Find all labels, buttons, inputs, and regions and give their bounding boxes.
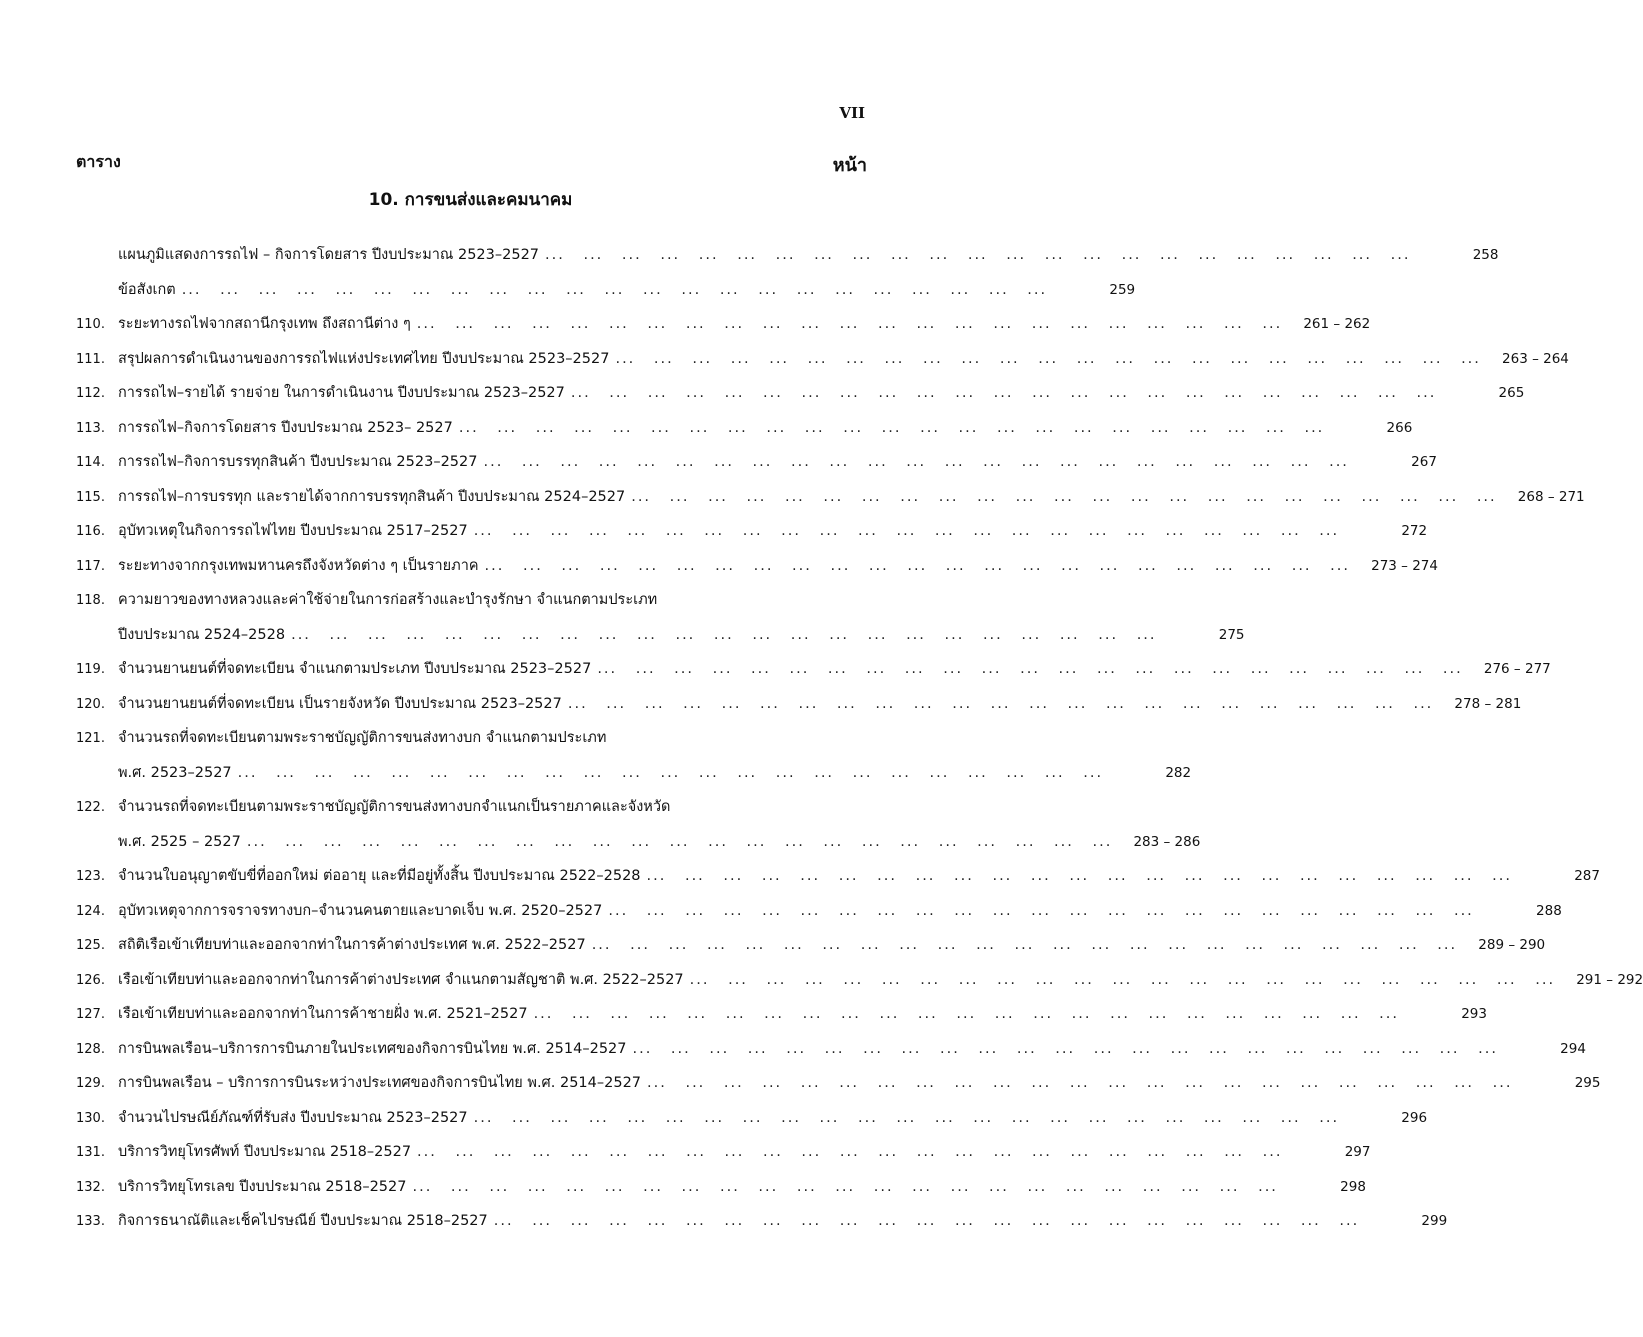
entry-page: 273 – 274 xyxy=(1371,557,1438,574)
entry-number: 123. xyxy=(76,869,105,884)
entry-page: 294 xyxy=(1560,1040,1586,1057)
entry-title: เรือเข้าเทียบท่าและออกจากท่าในการค้าชายฝั่ง พ.ศ. 2521–2527 xyxy=(118,1006,528,1022)
toc-entry xyxy=(76,894,1562,929)
entry-number: 127. xyxy=(76,1007,105,1022)
entry-title: การบินพลเรือน–บริการการบินภายในประเทศของกิจการบินไทย พ.ศ. 2514–2527 xyxy=(118,1040,627,1057)
leader-dots xyxy=(182,273,1047,308)
toc-entry xyxy=(76,997,1487,1032)
entry-title: การรถไฟ–กิจการบรรทุกสินค้า ปีงบประมาณ 2523–2527 xyxy=(118,454,478,470)
toc-entry xyxy=(76,1032,1586,1067)
entry-number: 119. xyxy=(76,662,105,677)
entry-page: 289 – 290 xyxy=(1478,937,1546,953)
toc-entry xyxy=(76,514,1428,549)
leader-dots xyxy=(633,1032,1498,1067)
leader-dots xyxy=(485,549,1350,584)
entry-number: 112. xyxy=(76,386,105,401)
entry-number: 126. xyxy=(76,972,105,988)
toc-entry xyxy=(76,652,1551,687)
leader-dots xyxy=(247,825,1112,860)
entry-page: 282 xyxy=(1165,764,1192,781)
entry-number: 116. xyxy=(76,524,105,539)
entry-title: บริการวิทยุโทรเลข ปีงบประมาณ 2518–2527 xyxy=(118,1178,407,1195)
entry-title: จำนวนไปรษณีย์ภัณฑ์ที่รับส่ง ปีงบประมาณ 2523–2527 xyxy=(118,1109,468,1126)
entry-number: 111. xyxy=(76,351,105,367)
leader-dots xyxy=(474,1101,1339,1136)
entry-title: สถิติเรือเข้าเทียบท่าและออกจากท่าในการค้าต่างประเทศ พ.ศ. 2522–2527 xyxy=(118,937,586,953)
leader-dots xyxy=(597,652,1462,687)
entry-number: 122. xyxy=(76,800,105,815)
toc-entry xyxy=(76,1135,1371,1170)
toc-entry xyxy=(76,583,871,618)
entry-page: 293 xyxy=(1461,1006,1487,1022)
entry-title: จำนวนรถที่จดทะเบียนตามพระราชบัญญัติการขนส่งทางบกจำแนกเป็นรายภาคและจังหวัด xyxy=(118,799,671,815)
toc-entry xyxy=(76,1170,1366,1205)
entry-title: การบินพลเรือน – บริการการบินระหว่างประเทศของกิจการบินไทย พ.ศ. 2514–2527 xyxy=(118,1075,642,1091)
toc-entry xyxy=(76,825,1201,860)
entry-number: 117. xyxy=(76,558,105,574)
leader-dots xyxy=(592,928,1457,963)
entry-title: กิจการธนาณัติและเช็คไปรษณีย์ ปีงบประมาณ 2518–2527 xyxy=(118,1213,488,1229)
entry-number: 125. xyxy=(76,938,105,953)
entry-title: จำนวนใบอนุญาตขับขี่ที่ออกใหม่ ต่ออายุ และที่มีอยู่ทั้งสิ้น ปีงบประมาณ 2522–2528 xyxy=(118,868,641,884)
entry-number: 124. xyxy=(76,903,105,919)
page-number: VII xyxy=(839,104,865,122)
leader-dots xyxy=(474,514,1339,549)
entry-title: อุบัทวเหตุจากการจราจรทางบก–จำนวนคนตายและบาดเจ็บ พ.ศ. 2520–2527 xyxy=(118,902,603,919)
toc-entry xyxy=(76,549,1438,584)
entry-page: 297 xyxy=(1344,1144,1371,1160)
entry-page: 295 xyxy=(1574,1075,1601,1091)
entry-number: 133. xyxy=(76,1214,105,1229)
entry-number: 110. xyxy=(76,317,105,332)
entry-title: พ.ศ. 2523–2527 xyxy=(118,764,232,781)
entry-number: 118. xyxy=(76,593,105,608)
leader-dots xyxy=(608,894,1473,929)
leader-dots xyxy=(483,445,1348,480)
entry-title: พ.ศ. 2525 – 2527 xyxy=(118,833,241,850)
entry-title: การรถไฟ–กิจการโดยสาร ปีงบประมาณ 2523– 2527 xyxy=(118,419,453,436)
entry-page: 259 xyxy=(1109,281,1136,298)
toc-entry xyxy=(76,790,871,825)
entry-page: 275 xyxy=(1218,626,1245,643)
toc-entry xyxy=(76,1066,1601,1101)
toc-entry xyxy=(76,687,1522,722)
entry-page: 266 xyxy=(1386,419,1413,436)
toc-entry xyxy=(76,307,1371,342)
leader-dots xyxy=(647,1066,1512,1101)
leader-dots xyxy=(631,480,1496,515)
leader-dots xyxy=(238,756,1103,791)
entry-page: 267 xyxy=(1411,454,1437,470)
section-title: 10. การขนส่งและคมนาคม xyxy=(368,190,573,210)
entry-page: 296 xyxy=(1401,1109,1428,1126)
page-column-label: หน้า xyxy=(832,155,867,176)
entry-page: 261 – 262 xyxy=(1303,316,1371,332)
leader-dots xyxy=(534,997,1399,1032)
entry-page: 291 – 292 xyxy=(1576,971,1643,988)
entry-title: การรถไฟ–การบรรทุก และรายได้จากการบรรทุกสินค้า ปีงบประมาณ 2524–2527 xyxy=(118,488,626,505)
leader-dots xyxy=(417,1135,1282,1170)
entry-number: 130. xyxy=(76,1110,105,1126)
leader-dots xyxy=(412,1170,1277,1205)
toc-entry xyxy=(76,963,1643,998)
entry-number: 132. xyxy=(76,1179,105,1195)
entry-number: 129. xyxy=(76,1076,105,1091)
entry-title: การรถไฟ–รายได้ รายจ่าย ในการดำเนินงาน ปีงบประมาณ 2523–2527 xyxy=(118,385,565,401)
toc-entry xyxy=(76,859,1600,894)
leader-dots xyxy=(690,963,1555,998)
leader-dots xyxy=(545,238,1410,273)
leader-dots xyxy=(571,376,1436,411)
entry-title: ข้อสังเกต xyxy=(118,281,176,298)
toc-entry xyxy=(76,721,871,756)
entry-page: 258 xyxy=(1472,247,1499,263)
leader-dots xyxy=(459,411,1324,446)
entry-number: 121. xyxy=(76,731,105,746)
toc-entry xyxy=(76,376,1525,411)
table-column-label: ตาราง xyxy=(76,152,121,171)
toc-entry xyxy=(76,238,1499,273)
leader-dots xyxy=(417,307,1282,342)
entry-number: 131. xyxy=(76,1145,105,1160)
entry-number: 114. xyxy=(76,455,105,470)
entry-number: 115. xyxy=(76,489,105,505)
entry-title: ระยะทางจากกรุงเทพมหานครถึงจังหวัดต่าง ๆ เป็นรายภาค xyxy=(118,557,479,574)
entry-page: 265 xyxy=(1498,385,1525,401)
toc-entry xyxy=(76,480,1585,515)
entry-number: 120. xyxy=(76,696,105,712)
toc-entry xyxy=(76,411,1413,446)
entry-title: แผนภูมิแสดงการรถไฟ – กิจการโดยสาร ปีงบประมาณ 2523–2527 xyxy=(118,247,540,263)
toc-entry xyxy=(76,445,1437,480)
entry-number: 113. xyxy=(76,420,105,436)
entry-page: 283 – 286 xyxy=(1133,833,1201,850)
entry-title: จำนวนยานยนต์ที่จดทะเบียน เป็นรายจังหวัด ปีงบประมาณ 2523–2527 xyxy=(118,695,562,712)
leader-dots xyxy=(568,687,1433,722)
entry-title: ความยาวของทางหลวงและค่าใช้จ่ายในการก่อสร้างและบำรุงรักษา จำแนกตามประเภท xyxy=(118,592,658,608)
toc-entry xyxy=(76,1204,1448,1239)
leader-dots xyxy=(647,859,1512,894)
leader-dots xyxy=(615,342,1480,377)
entry-title: ระยะทางรถไฟจากสถานีกรุงเทพ ถึงสถานีต่าง ๆ xyxy=(118,316,411,332)
entry-page: 276 – 277 xyxy=(1483,661,1551,677)
entry-title: จำนวนยานยนต์ที่จดทะเบียน จำแนกตามประเภท ปีงบประมาณ 2523–2527 xyxy=(118,661,592,677)
entry-title: บริการวิทยุโทรศัพท์ ปีงบประมาณ 2518–2527 xyxy=(118,1144,412,1160)
entry-number: 128. xyxy=(76,1041,105,1057)
toc-entry xyxy=(76,756,1192,791)
entry-page: 268 – 271 xyxy=(1517,488,1585,505)
entry-page: 272 xyxy=(1401,523,1428,539)
entry-page: 298 xyxy=(1340,1178,1366,1195)
leader-dots xyxy=(494,1204,1359,1239)
entry-page: 263 – 264 xyxy=(1502,350,1569,367)
toc-entry xyxy=(76,273,1136,308)
entry-page: 287 xyxy=(1574,868,1600,884)
entry-title: อุบัทวเหตุในกิจการรถไฟไทย ปีงบประมาณ 2517–2527 xyxy=(118,523,468,539)
entry-title: ปีงบประมาณ 2524–2528 xyxy=(118,626,286,643)
toc-entry xyxy=(76,618,1245,653)
entry-page: 288 xyxy=(1536,902,1562,919)
toc-entry xyxy=(76,928,1546,963)
table-of-contents xyxy=(76,238,1643,1239)
entry-title: เรือเข้าเทียบท่าและออกจากท่าในการค้าต่างประเทศ จำแนกตามสัญชาติ พ.ศ. 2522–2527 xyxy=(118,971,684,988)
toc-entry xyxy=(76,342,1569,377)
entry-title: จำนวนรถที่จดทะเบียนตามพระราชบัญญัติการขนส่งทางบก จำแนกตามประเภท xyxy=(118,730,607,746)
entry-page: 299 xyxy=(1421,1213,1448,1229)
entry-page: 278 – 281 xyxy=(1454,695,1522,712)
toc-entry xyxy=(76,1101,1428,1136)
entry-title: สรุปผลการดำเนินงานของการรถไฟแห่งประเทศไทย ปีงบประมาณ 2523–2527 xyxy=(118,350,610,367)
leader-dots xyxy=(291,618,1156,653)
